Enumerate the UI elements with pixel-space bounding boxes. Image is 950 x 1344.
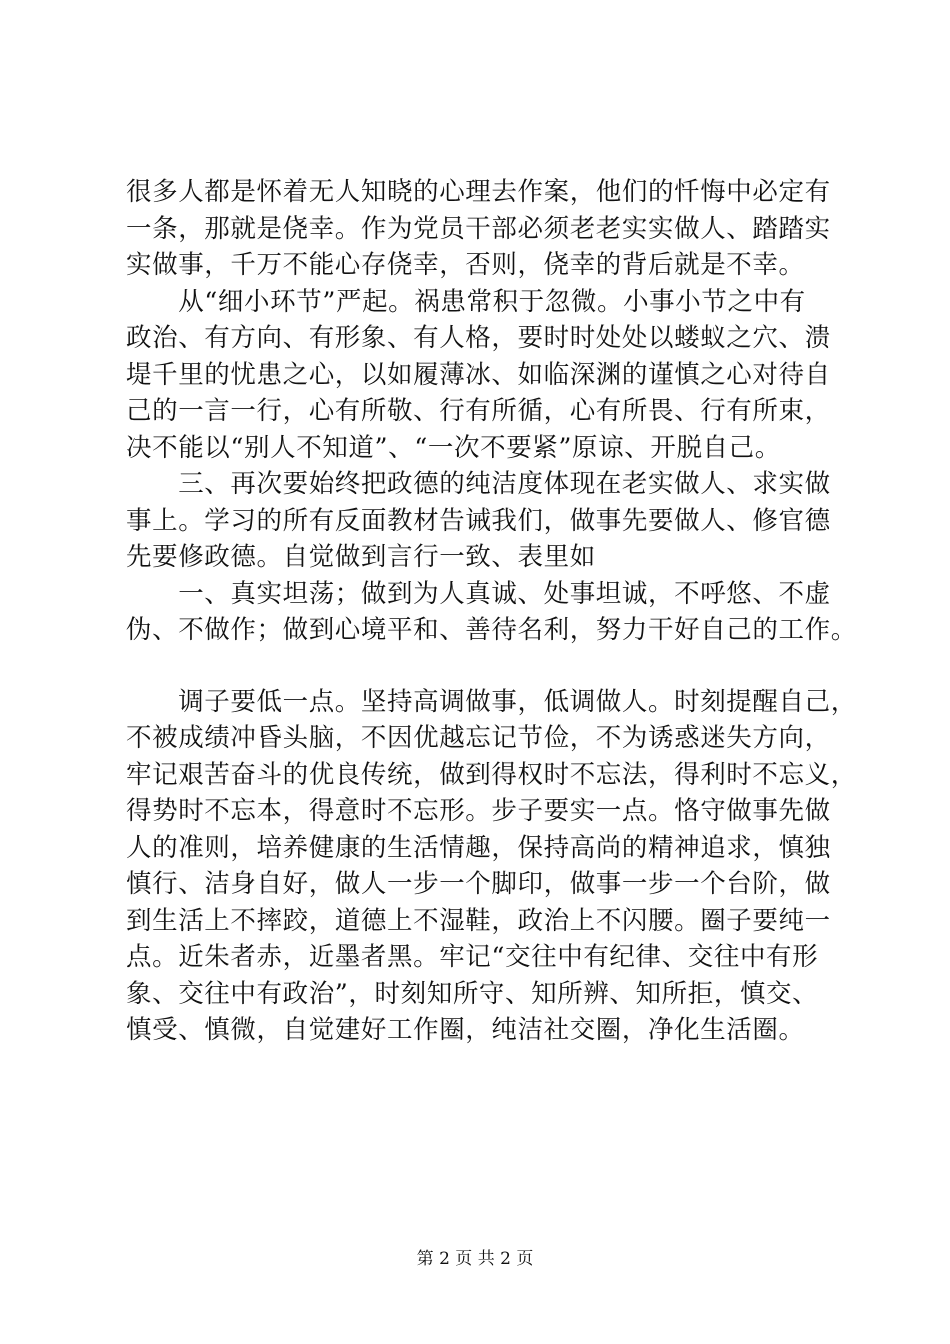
text-line: 伪、不做作；做到心境平和、善待名利，努力干好自己的工作。 [126,615,857,645]
text-line: 不被成绩冲昏头脑，不因优越忘记节俭，不为诱惑迷失方向， [126,723,831,753]
document-body [126,174,857,1049]
text-line: 三、再次要始终把政德的纯洁度体现在老实做人、求实做 [126,469,831,499]
text-block-1 [126,174,857,649]
text-block-2 [126,684,857,1049]
text-line: 一条，那就是侥幸。作为党员干部必须老老实实做人、踏踏实 [126,213,831,244]
page-footer: 第 2 页 共 2 页 [416,1249,534,1269]
text-line: 到生活上不摔跤，道德上不湿鞋，政治上不闪腰。圈子要纯一 [126,905,831,936]
text-line: 先要修政德。自觉做到言行一致、表里如 [126,542,596,572]
text-line: 点。近朱者赤，近墨者黑。牢记“交往中有纪律、交往中有形 [126,942,819,972]
text-line: 实做事，千万不能心存侥幸，否则，侥幸的背后就是不幸。 [126,250,805,280]
text-line: 慎受、慎微，自觉建好工作圈，纯洁社交圈，净化生活圈。 [126,1015,805,1045]
text-line: 得势时不忘本，得意时不忘形。步子要实一点。恪守做事先做 [126,796,831,826]
text-line: 牢记艰苦奋斗的优良传统，做到得权时不忘法，得利时不忘义， [126,759,857,790]
text-line: 一、真实坦荡；做到为人真诚、处事坦诚，不呼悠、不虚 [126,578,831,609]
paragraph-gap [126,649,850,684]
text-line: 慎行、洁身自好，做人一步一个脚印，做事一步一个台阶，做 [126,869,831,899]
text-line: 很多人都是怀着无人知晓的心理去作案，他们的忏悔中必定有 [126,177,831,207]
text-line: 政治、有方向、有形象、有人格，要时时处处以蝼蚁之穴、溃 [126,323,831,353]
text-line: 己的一言一行，心有所敬、行有所循，心有所畏、行有所束， [126,396,831,426]
text-line: 决不能以“别人不知道”、“一次不要紧”原谅、开脱自己。 [126,432,781,463]
text-line: 象、交往中有政治”，时刻知所守、知所辨、知所拒，慎交、 [126,978,819,1009]
text-line: 从“细小环节”严起。祸患常积于忽微。小事小节之中有 [126,286,806,317]
text-line: 人的准则，培养健康的生活情趣，保持高尚的精神追求，慎独 [126,832,831,863]
text-line: 堤千里的忧患之心，以如履薄冰、如临深渊的谨慎之心对待自 [126,359,831,390]
text-line: 调子要低一点。坚持高调做事，低调做人。时刻提醒自己， [126,686,857,717]
text-line: 事上。学习的所有反面教材告诫我们，做事先要做人、修官德 [126,505,831,536]
